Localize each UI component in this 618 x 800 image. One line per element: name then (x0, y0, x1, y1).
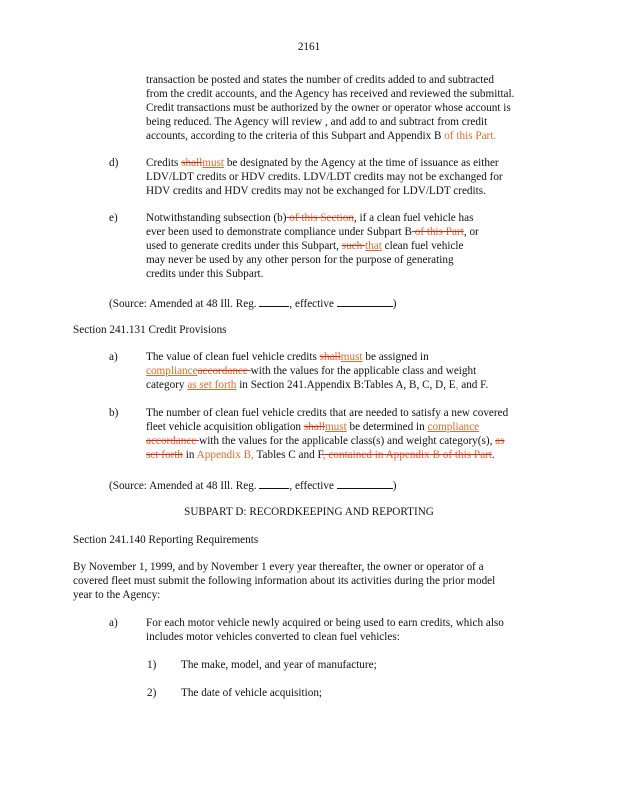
text-run: accounts, according to the criteria of this Subpart and Appendix B (146, 130, 442, 143)
subsection-d (0, 156, 618, 198)
text-line: covered fleet must submit the following information about its activities during the prior model (73, 575, 496, 588)
text-line: fleet vehicle acquisition obligation shallmust be determined in compliance (146, 421, 480, 434)
text-line: transaction be posted and states the number of credits added to and subtracted (146, 74, 494, 86)
deleted-text: of this Part (411, 226, 464, 239)
text-line: complianceaccordance with the values for the applicable class and weight (146, 365, 477, 378)
blank-line (259, 295, 289, 307)
item-label: 1) (147, 659, 157, 671)
deleted-text: accordance (146, 435, 200, 448)
subsection-e (0, 211, 618, 281)
deleted-text: set forth (146, 449, 183, 462)
text-line: year to the Agency: (73, 589, 161, 602)
item-text: The date of vehicle acquisition; (181, 687, 323, 699)
deleted-text: such (341, 240, 366, 253)
list-item (0, 686, 618, 700)
deleted-text: , contained in Appendix B (322, 449, 443, 462)
deleted-text: shall (181, 157, 203, 169)
text-line: HDV credits and HDV credits may not be exchanged for LDV/LDT credits. (146, 185, 486, 198)
inserted-text: must (340, 351, 363, 363)
blank-line (259, 477, 289, 489)
inserted-text: of this Part. (444, 130, 497, 143)
text-line: from the credit accounts, and the Agency has received and reviewed the submittal. (146, 88, 515, 101)
inserted-text: as set forth (187, 379, 237, 392)
section-heading: Section 241.140 Reporting Requirements (73, 534, 259, 546)
subsection-label: a) (109, 351, 118, 363)
text-line: The number of clean fuel vehicle credits that are needed to satisfy a new covered (146, 407, 509, 419)
text-line (146, 129, 514, 143)
text-line: ever been used to demonstrate compliance under Subpart B of this Part, or (146, 226, 479, 239)
inserted-text: compliance (146, 365, 198, 378)
subsection-label: a) (109, 617, 118, 629)
text-line: LDV/LDT credits or HDV credits. LDV/LDT credits may not be exchanged for (146, 171, 503, 184)
deleted-text: as (495, 435, 505, 448)
subsection-b (0, 406, 618, 462)
subpart-heading: SUBPART D: RECORDKEEPING AND REPORTING (184, 506, 434, 518)
text-line: includes motor vehicles converted to clean fuel vehicles: (146, 631, 400, 644)
text-line: may never be used by any other person for the purpose of generating (146, 254, 454, 267)
inserted-text: must (202, 157, 225, 169)
subsection-label: e) (109, 212, 118, 224)
subsection-c-continued (146, 73, 514, 143)
text-line: Notwithstanding subsection (b) of this Section, if a clean fuel vehicle has (146, 212, 474, 224)
subsection-a (0, 350, 618, 392)
section-heading: Section 241.131 Credit Provisions (73, 324, 227, 336)
text-line: being reduced. The Agency will review , and add to and subtract from credit (146, 116, 488, 129)
item-text: The make, model, and year of manufacture; (181, 659, 377, 671)
deleted-text: accordance (197, 365, 251, 378)
inserted-text: compliance (427, 421, 480, 434)
text-line: used to generate credits under this Subpart, such that clean fuel vehicle (146, 240, 464, 253)
page-number: 2161 (297, 41, 321, 53)
text-line: accordance with the values for the applicable class(s) and weight category(s), as (146, 435, 505, 448)
section-intro (73, 560, 495, 602)
inserted-text: that (365, 240, 382, 253)
deleted-text: shall (319, 351, 341, 363)
text-line: The value of clean fuel vehicle credits shallmust be assigned in (146, 351, 429, 363)
source-note: (Source: Amended at 48 Ill. Reg. , effective ) (109, 295, 396, 311)
text-line: Credit transactions must be authorized by the owner or operator whose account is (146, 102, 511, 115)
text-line: By November 1, 1999, and by November 1 every year thereafter, the owner or operator of a (73, 561, 484, 573)
deleted-text: shall (303, 421, 325, 434)
subsection-a (0, 616, 618, 644)
text-line: For each motor vehicle newly acquired or being used to earn credits, which also (146, 617, 504, 629)
blank-line (337, 477, 393, 489)
inserted-text: must (324, 421, 347, 434)
text-line: category as set forth in Section 241.Appendix B:Tables A, B, C, D, E, and F. (146, 379, 489, 392)
deleted-text: of this Section (286, 212, 354, 224)
subsection-label: b) (109, 407, 119, 419)
text-line: credits under this Subpart. (146, 268, 264, 281)
text-line: set forth in Appendix B, Tables C and F, contained in Appendix B of this Part. (146, 449, 495, 462)
list-item (0, 658, 618, 672)
inserted-text: , (455, 379, 459, 392)
inserted-text: Appendix B, (196, 449, 254, 462)
deleted-text: of this Part (442, 449, 492, 462)
blank-line (337, 295, 393, 307)
source-note: (Source: Amended at 48 Ill. Reg. , effective ) (109, 477, 396, 493)
item-label: 2) (147, 687, 157, 699)
subsection-label: d) (109, 157, 119, 169)
text-line: Credits shallmust be designated by the Agency at the time of issuance as either (146, 157, 499, 169)
